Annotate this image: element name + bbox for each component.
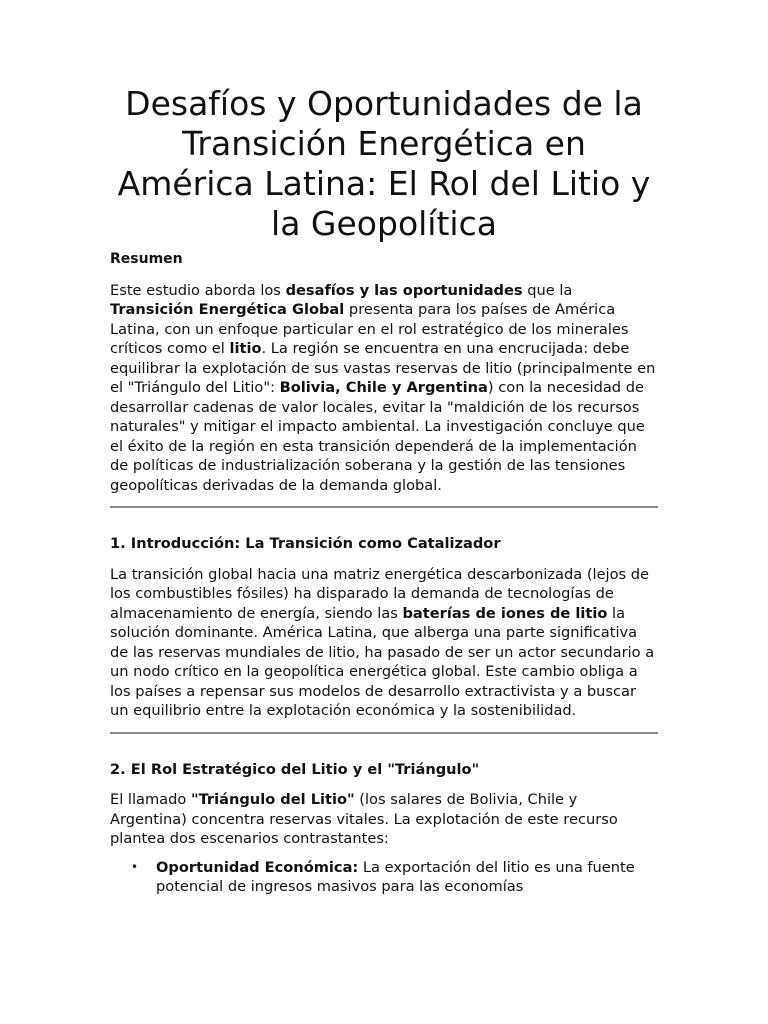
section-1-bold-1: baterías de iones de litio xyxy=(402,604,608,622)
abstract-bold-2: Transición Energética Global xyxy=(110,301,345,318)
document-title: Desafíos y Oportunidades de la Transición Energética en América Latina: El Rol del Litio y la Geopolítica xyxy=(117,84,651,243)
bullet-item xyxy=(131,858,658,897)
abstract-bold-3: litio xyxy=(229,340,262,357)
bullet-text: La exportación del litio es una fuente potencial de ingresos masivos para las economías xyxy=(156,858,635,895)
section-1-paragraph xyxy=(110,565,658,721)
abstract-paragraph xyxy=(110,281,658,496)
bullet-marker: • xyxy=(131,859,139,874)
section-2-paragraph xyxy=(110,790,658,849)
section-2-text-2: (los salares de Bolivia, Chile y Argentina) concentra reservas vitales. La explotación de este recurso plantea dos escenarios contrastantes: xyxy=(110,791,618,847)
abstract-text-3: presenta para los países de América Latina, con un enfoque particular en el rol estratégico de los minerales críticos como el xyxy=(110,301,629,357)
section-2-heading: 2. El Rol Estratégico del Litio y el "Triángulo" xyxy=(110,760,480,778)
section-divider xyxy=(110,732,658,734)
section-divider xyxy=(110,506,658,508)
section-1-text-2: la solución dominante. América Latina, que alberga una parte significativa de las reservas mundiales de litio, ha pasado de ser un actor secundario a un nodo crítico en la geopolítica energética global. Este cambio obliga a los países a repensar sus modelos de desarrollo extractivista y a buscar un equilibrio entre la explotación económica y la sostenibilidad. xyxy=(110,604,655,719)
section-1-text-1: La transición global hacia una matriz energética descarbonizada (lejos de los combustibles fósiles) ha disparado la demanda de tecnologías de almacenamiento de energía, siendo las xyxy=(110,565,650,622)
section-1-heading: 1. Introducción: La Transición como Catalizador xyxy=(110,535,501,552)
abstract-text-1: Este estudio aborda los xyxy=(110,281,286,299)
abstract-bold-4: Bolivia, Chile y Argentina xyxy=(279,379,488,396)
bullet-label: Oportunidad Económica: xyxy=(156,858,359,876)
section-2-bold-1: "Triángulo del Litio" xyxy=(190,791,355,808)
abstract-label: Resumen xyxy=(110,251,183,267)
abstract-text-4: . La región se encuentra en una encrucijada: debe equilibrar la explotación de sus vastas reservas de litio (principalmente en el "Triángulo del Litio": xyxy=(110,340,656,396)
abstract-text-2: que la xyxy=(522,281,573,299)
abstract-text-5: ) con la necesidad de desarrollar cadenas de valor locales, evitar la "maldición de los recursos naturales" y mitigar el impacto ambiental. La investigación concluye que el éxito de la región en esta transición dependerá de la implementación de políticas de industrialización soberana y la gestión de las tensiones geopolíticas derivadas de la demanda global. xyxy=(110,379,645,494)
abstract-bold-1: desafíos y las oportunidades xyxy=(285,281,523,299)
section-2-text-1: El llamado xyxy=(110,791,191,808)
section-2-bullet-list xyxy=(110,858,658,897)
